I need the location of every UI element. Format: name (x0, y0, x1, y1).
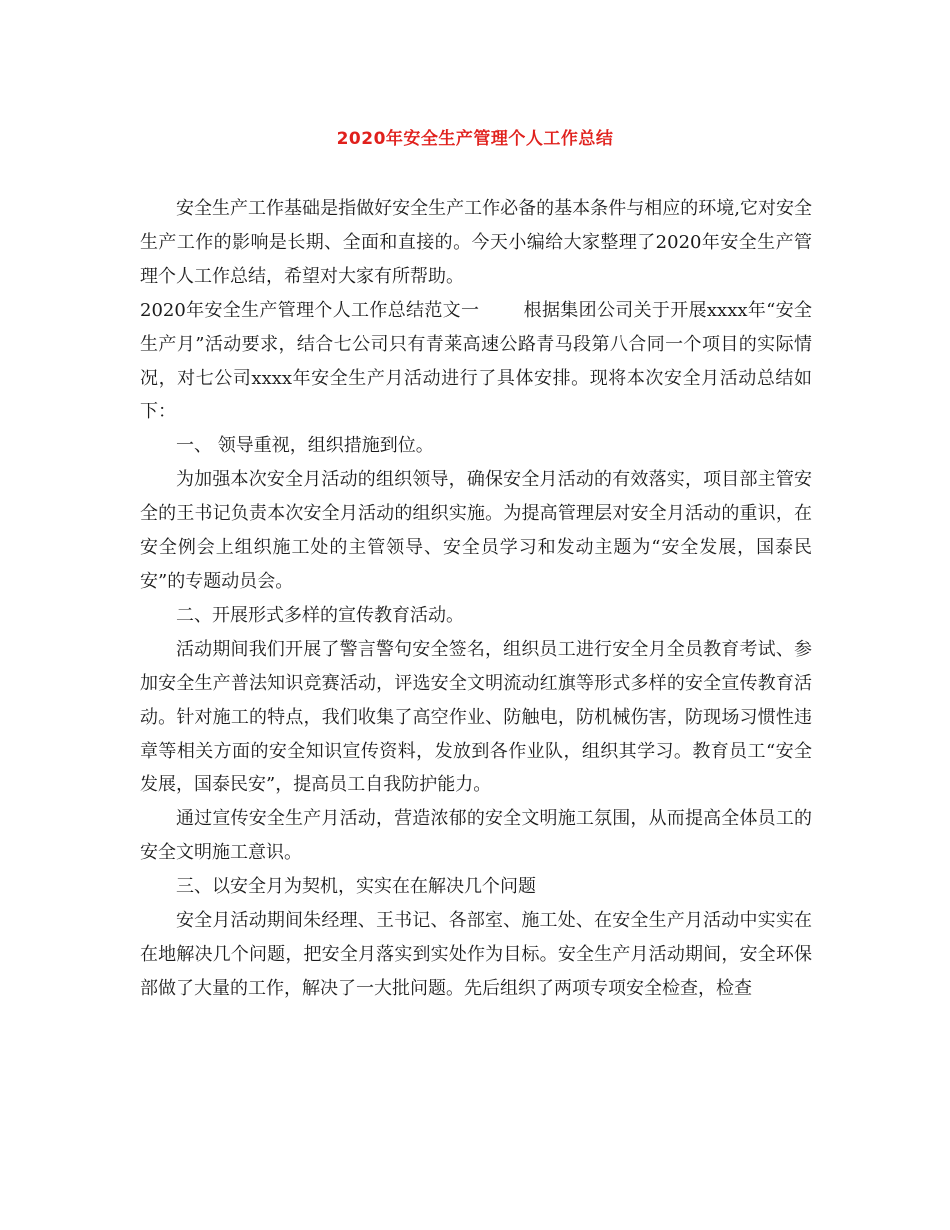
sample-paragraph (140, 294, 812, 430)
section2-body-2: 通过宣传安全生产月活动，营造浓郁的安全文明施工氛围，从而提高全体员工的安全文明施工意识。 (140, 808, 812, 864)
section2-heading: 二、开展形式多样的宣传教育活动。 (176, 604, 464, 626)
document-title: 2020年安全生产管理个人工作总结 (336, 129, 614, 149)
sample-heading: 2020年安全生产管理个人工作总结范文一 (140, 299, 480, 321)
section3-heading: 三、以安全月为契机，实实在在解决几个问题 (176, 876, 536, 898)
section1-heading: 一、 领导重视，组织措施到位。 (176, 435, 434, 457)
section3-body: 安全月活动期间朱经理、王书记、各部室、施工处、在安全生产月活动中实实在在地解决几个问题，把安全月落实到实处作为目标。安全生产月活动期间，安全环保部做了大量的工作，解决了一大批问题。先后组织了两项专项安全检查，检查 (140, 910, 812, 999)
section2-body: 活动期间我们开展了警言警句安全签名，组织员工进行安全月全员教育考试、参加安全生产普法知识竞赛活动，评选安全文明流动红旗等形式多样的安全宣传教育活动。针对施工的特点，我们收集了高空作业、防触电，防机械伤害，防现场习惯性违章等相关方面的安全知识宣传资料，发放到各作业队，组织其学习。教育员工“安全发展，国泰民安”，提高员工自我防护能力。 (140, 638, 812, 796)
sample-intro: 根据集团公司关于开展xxxx年“安全生产月”活动要求，结合七公司只有青莱高速公路青马段第八合同一个项目的实际情况，对七公司xxxx年安全生产月活动进行了具体安排。现将本次安全月活动总结如下： (140, 299, 812, 423)
intro-paragraph: 安全生产工作基础是指做好安全生产工作必备的基本条件与相应的环境,它对安全生产工作的影响是长期、全面和直接的。今天小编给大家整理了2020年安全生产管理个人工作总结，希望对大家有所帮助。 (140, 198, 812, 287)
document-body (140, 192, 812, 1006)
section1-body: 为加强本次安全月活动的组织领导，确保安全月活动的有效落实，项目部主管安全的王书记负责本次安全月活动的组织实施。为提高管理层对安全月活动的重识，在安全例会上组织施工处的主管领导、安全员学习和发动主题为“安全发展，国泰民安”的专题动员会。 (140, 469, 812, 592)
